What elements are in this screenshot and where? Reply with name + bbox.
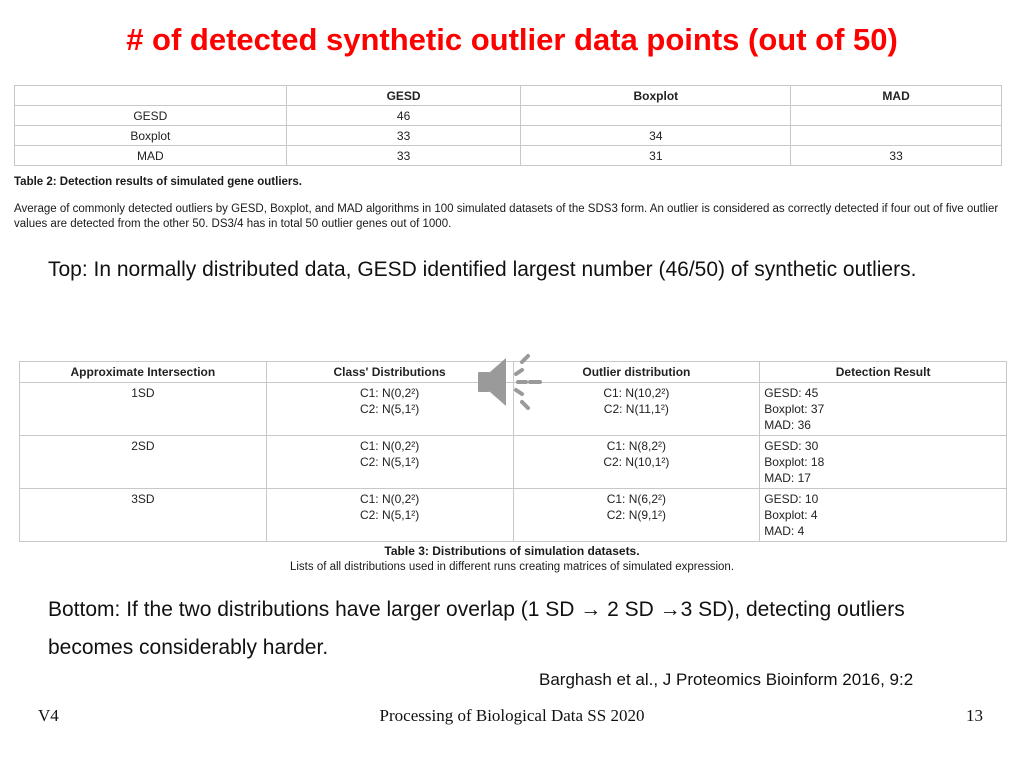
citation: Barghash et al., J Proteomics Bioinform 2016, 9:2 <box>539 670 914 689</box>
table-3-header-detection: Detection Result <box>760 362 1007 383</box>
table-2 <box>14 85 1002 166</box>
class-c1: C1: N(0,2²) <box>359 386 420 400</box>
table-row <box>15 146 1002 166</box>
table-2-row-label: Boxplot <box>15 126 287 146</box>
table-2-header-gesd: GESD <box>286 86 521 106</box>
outlier-c1: C1: N(6,2²) <box>606 492 667 506</box>
table-2-header-corner <box>15 86 287 106</box>
detection-result-cell <box>760 383 1007 436</box>
class-distribution-cell <box>266 489 513 542</box>
table-3-subcaption: Lists of all distributions used in different runs creating matrices of simulated expression. <box>289 561 735 573</box>
table-3-caption: Table 3: Distributions of simulation datasets. <box>384 544 640 558</box>
outlier-distribution-cell <box>513 383 760 436</box>
table-2-header-row <box>15 86 1002 106</box>
table-row <box>20 489 1007 542</box>
table-cell <box>521 106 791 126</box>
footer-course: Processing of Biological Data SS 2020 <box>379 706 645 725</box>
page-number: 13 <box>966 706 983 725</box>
class-c1: C1: N(0,2²) <box>359 492 420 506</box>
result-mad: MAD: 4 <box>764 524 805 538</box>
outlier-c1: C1: N(8,2²) <box>606 439 667 453</box>
detection-result-cell <box>760 436 1007 489</box>
detection-result-cell <box>760 489 1007 542</box>
table-row <box>15 126 1002 146</box>
class-c1: C1: N(0,2²) <box>359 439 420 453</box>
table-cell: 33 <box>286 126 521 146</box>
outlier-c2: C2: N(9,1²) <box>606 508 667 522</box>
intersection-cell: 3SD <box>20 489 267 542</box>
result-gesd: GESD: 10 <box>764 492 819 506</box>
table-cell <box>791 126 1002 146</box>
outlier-c1: C1: N(10,2²) <box>603 386 670 400</box>
class-distribution-cell <box>266 436 513 489</box>
table-row <box>20 436 1007 489</box>
slide-title: # of detected synthetic outlier data points (out of 50) <box>126 22 898 57</box>
table-cell: 31 <box>521 146 791 166</box>
result-boxplot: Boxplot: 18 <box>764 455 825 469</box>
result-boxplot: Boxplot: 37 <box>764 402 825 416</box>
table-3-header-intersection: Approximate Intersection <box>20 362 267 383</box>
table-2-header-mad: MAD <box>791 86 1002 106</box>
intersection-cell: 1SD <box>20 383 267 436</box>
result-gesd: GESD: 30 <box>764 439 819 453</box>
result-mad: MAD: 17 <box>764 471 811 485</box>
table-3-header-class: Class' Distributions <box>266 362 513 383</box>
bottom-paragraph: Bottom: If the two distributions have larger overlap (1 SD → 2 SD →3 SD), detecting outliers becomes considerably harder. <box>48 598 905 659</box>
table-cell: 33 <box>286 146 521 166</box>
footer-version: V4 <box>38 706 59 725</box>
table-2-row-label: MAD <box>15 146 287 166</box>
class-c2: C2: N(5,1²) <box>359 455 420 469</box>
table-cell: 46 <box>286 106 521 126</box>
class-c2: C2: N(5,1²) <box>359 402 420 416</box>
table-cell: 34 <box>521 126 791 146</box>
speaker-icon[interactable] <box>474 348 546 416</box>
outlier-c2: C2: N(10,1²) <box>603 455 670 469</box>
table-2-header-boxplot: Boxplot <box>521 86 791 106</box>
table-2-row-label: GESD <box>15 106 287 126</box>
outlier-distribution-cell <box>513 489 760 542</box>
table-2-caption: Table 2: Detection results of simulated gene outliers. <box>14 176 302 188</box>
result-boxplot: Boxplot: 4 <box>764 508 818 522</box>
intersection-cell: 2SD <box>20 436 267 489</box>
table-2-description: Average of commonly detected outliers by GESD, Boxplot, and MAD algorithms in 100 simulated datasets of the SDS3 form. An outlier is considered as correctly detected if four out of five outlier values are detected from the other 50. DS3/4 has in total 50 outlier genes out of 1000. <box>14 203 999 230</box>
result-gesd: GESD: 45 <box>764 386 819 400</box>
table-row <box>15 106 1002 126</box>
outlier-c2: C2: N(11,1²) <box>603 402 669 416</box>
class-c2: C2: N(5,1²) <box>359 508 420 522</box>
table-cell <box>791 106 1002 126</box>
table-3-header-outlier: Outlier distribution <box>513 362 760 383</box>
result-mad: MAD: 36 <box>764 418 811 432</box>
table-cell: 33 <box>791 146 1002 166</box>
top-paragraph: Top: In normally distributed data, GESD identified largest number (46/50) of synthetic outliers. <box>48 258 917 281</box>
outlier-distribution-cell <box>513 436 760 489</box>
